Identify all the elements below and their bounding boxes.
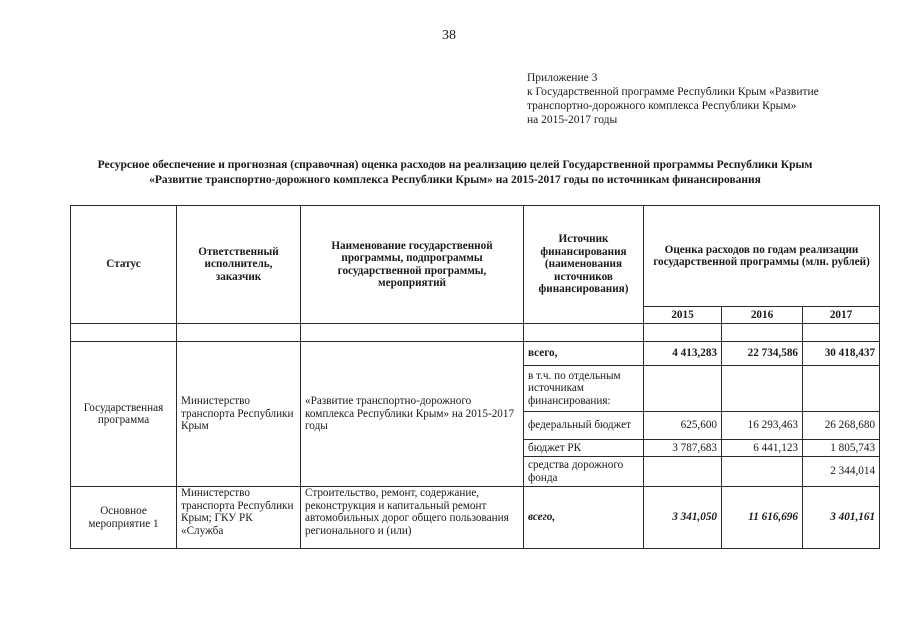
program-name: «Развитие транспортно-дорожного комплекса Республики Крым» на 2015-2017 годы [301, 342, 524, 487]
value-2015: 3 341,050 [644, 487, 722, 549]
header-year-2016: 2016 [722, 307, 803, 324]
spacer-cell [71, 324, 177, 342]
title-line-1: Ресурсное обеспечение и прогнозная (справочная) оценка расходов на реализацию целей Государственной программы Республики Крым [97, 159, 813, 171]
value-2016: 6 441,123 [722, 440, 803, 457]
spacer-row [71, 324, 880, 342]
program-status: Государственная программа [71, 342, 177, 487]
value-2016: 16 293,463 [722, 412, 803, 440]
appendix-line-2: к Государственной программе Республики Крым «Развитие [527, 86, 819, 98]
value-2017: 3 401,161 [803, 487, 880, 549]
header-estimate: Оценка расходов по годам реализации государственной программы (млн. рублей) [644, 206, 880, 307]
source-cell: федеральный бюджет [524, 412, 644, 440]
program-executor: Министерство транспорта Республики Крым [177, 342, 301, 487]
value-2017: 1 805,743 [803, 440, 880, 457]
value-2017 [803, 366, 880, 412]
header-year-2017: 2017 [803, 307, 880, 324]
value-2017: 26 268,680 [803, 412, 880, 440]
appendix-line-4: на 2015-2017 годы [527, 114, 618, 126]
value-2016 [722, 457, 803, 487]
event1-status: Основное мероприятие 1 [71, 487, 177, 549]
source-cell: в т.ч. по отдельным источникам финансирования: [524, 366, 644, 412]
value-2016 [722, 366, 803, 412]
value-2016: 22 734,586 [722, 342, 803, 366]
header-source: Источник финансирования (наименования источников финансирования) [524, 206, 644, 324]
page-number: 38 [442, 28, 456, 43]
source-cell: всего, [524, 342, 644, 366]
value-2017: 2 344,014 [803, 457, 880, 487]
spacer-cell [301, 324, 524, 342]
appendix-line-3: транспортно-дорожного комплекса Республики Крым» [527, 100, 797, 112]
value-2015: 4 413,283 [644, 342, 722, 366]
header-program-name: Наименование государственной программы, подпрограммы государственной программы, мероприятий [301, 206, 524, 324]
value-2017: 30 418,437 [803, 342, 880, 366]
header-row [71, 206, 880, 307]
appendix-note [527, 71, 819, 127]
source-cell: бюджет РК [524, 440, 644, 457]
appendix-line-1: Приложение 3 [527, 72, 598, 84]
event1-executor: Министерство транспорта Республики Крым; ГКУ РК «Служба [177, 487, 301, 549]
event1-name: Строительство, ремонт, содержание, реконструкция и капитальный ремонт автомобильных дорог общего пользования регионального и (или) [301, 487, 524, 549]
value-2016: 11 616,696 [722, 487, 803, 549]
header-status: Статус [71, 206, 177, 324]
spacer-cell [524, 324, 644, 342]
table-row [71, 487, 880, 549]
document-title [40, 158, 870, 187]
spacer-cell [644, 324, 722, 342]
value-2015: 625,600 [644, 412, 722, 440]
spacer-cell [803, 324, 880, 342]
spacer-cell [177, 324, 301, 342]
spacer-cell [722, 324, 803, 342]
value-2015 [644, 366, 722, 412]
source-cell: всего, [524, 487, 644, 549]
resource-table [70, 205, 880, 549]
value-2015 [644, 457, 722, 487]
source-cell: средства дорожного фонда [524, 457, 644, 487]
header-year-2015: 2015 [644, 307, 722, 324]
value-2015: 3 787,683 [644, 440, 722, 457]
table-row [71, 342, 880, 366]
header-executor: Ответственный исполнитель, заказчик [177, 206, 301, 324]
title-line-2: «Развитие транспортно-дорожного комплекса Республики Крым» на 2015-2017 годы по источникам финансирования [149, 173, 761, 186]
